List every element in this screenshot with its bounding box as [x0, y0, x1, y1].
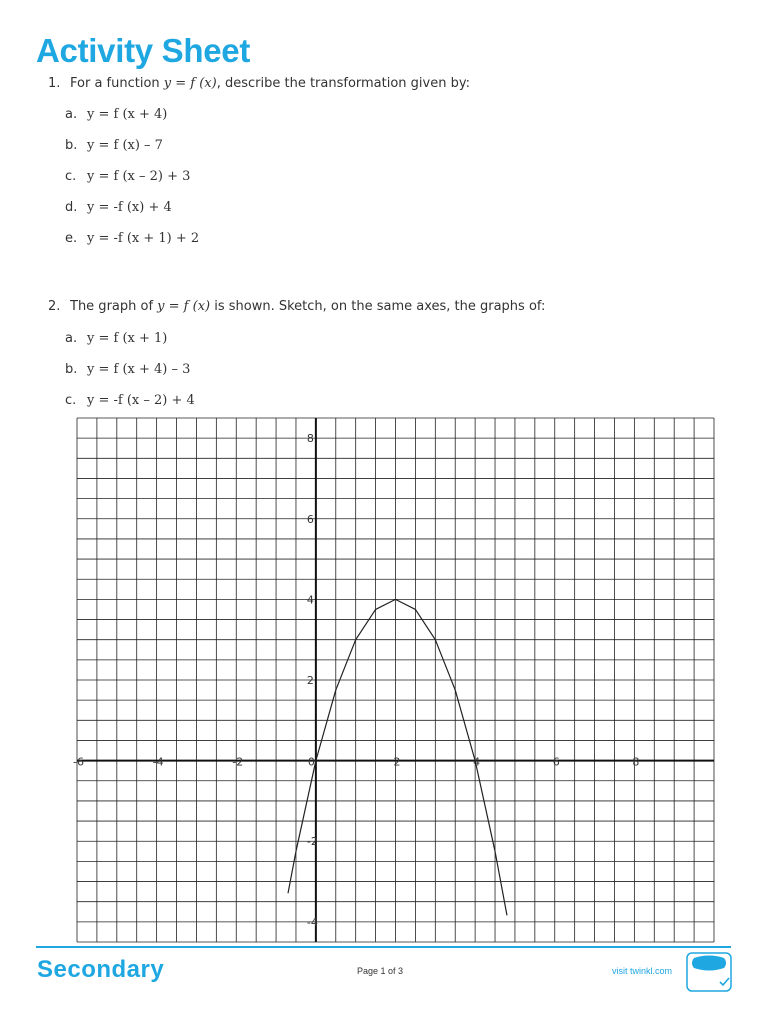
q1-option-d: d. y = -f (x) + 4: [65, 200, 172, 215]
y-tick-label: 2: [306, 674, 314, 687]
x-tick-label: -2: [232, 755, 244, 769]
y-tick-label: 8: [306, 432, 314, 446]
x-tick-label: 6: [552, 755, 560, 769]
page-title: Activity Sheet: [36, 32, 251, 69]
x-tick-label: 8: [632, 755, 640, 769]
site-link[interactable]: visit twinkl.com: [612, 966, 673, 976]
x-tick-label: 4: [473, 755, 481, 769]
q1-option-e: e. y = -f (x + 1) + 2: [65, 231, 200, 246]
grid-lines: [77, 418, 714, 942]
q2-option-a: a. y = f (x + 1): [65, 331, 168, 346]
quality-badge-icon: [686, 952, 732, 992]
y-tick-label: -4: [306, 915, 318, 929]
question-text: The graph of y = f (x) is shown. Sketch, on the same axes, the graphs of:: [70, 299, 546, 314]
x-tick-label: -4: [152, 755, 164, 769]
q1-option-c: c. y = f (x – 2) + 3: [65, 169, 191, 184]
page-number: Page 1 of 3: [357, 966, 404, 976]
y-tick-label: -2: [306, 835, 318, 849]
q1-option-a: a. y = f (x + 4): [65, 107, 168, 122]
q2-option-c: c. y = -f (x – 2) + 4: [65, 393, 195, 408]
x-tick-label: 2: [393, 755, 401, 769]
y-tick-label: 4: [306, 593, 314, 607]
y-tick-label: 6: [306, 512, 314, 526]
brand-logo-text: Secondary: [37, 956, 165, 983]
q1-option-b: b. y = f (x) – 7: [65, 138, 163, 153]
question-text: For a function y = f (x), describe the transformation given by:: [70, 76, 470, 91]
x-tick-label: -6: [73, 755, 84, 769]
q2-option-b: b. y = f (x + 4) – 3: [65, 362, 191, 377]
question-number: 2.: [48, 299, 61, 314]
footer-divider: [36, 946, 731, 948]
question-number: 1.: [48, 76, 61, 91]
x-tick-label: 0: [307, 755, 315, 769]
